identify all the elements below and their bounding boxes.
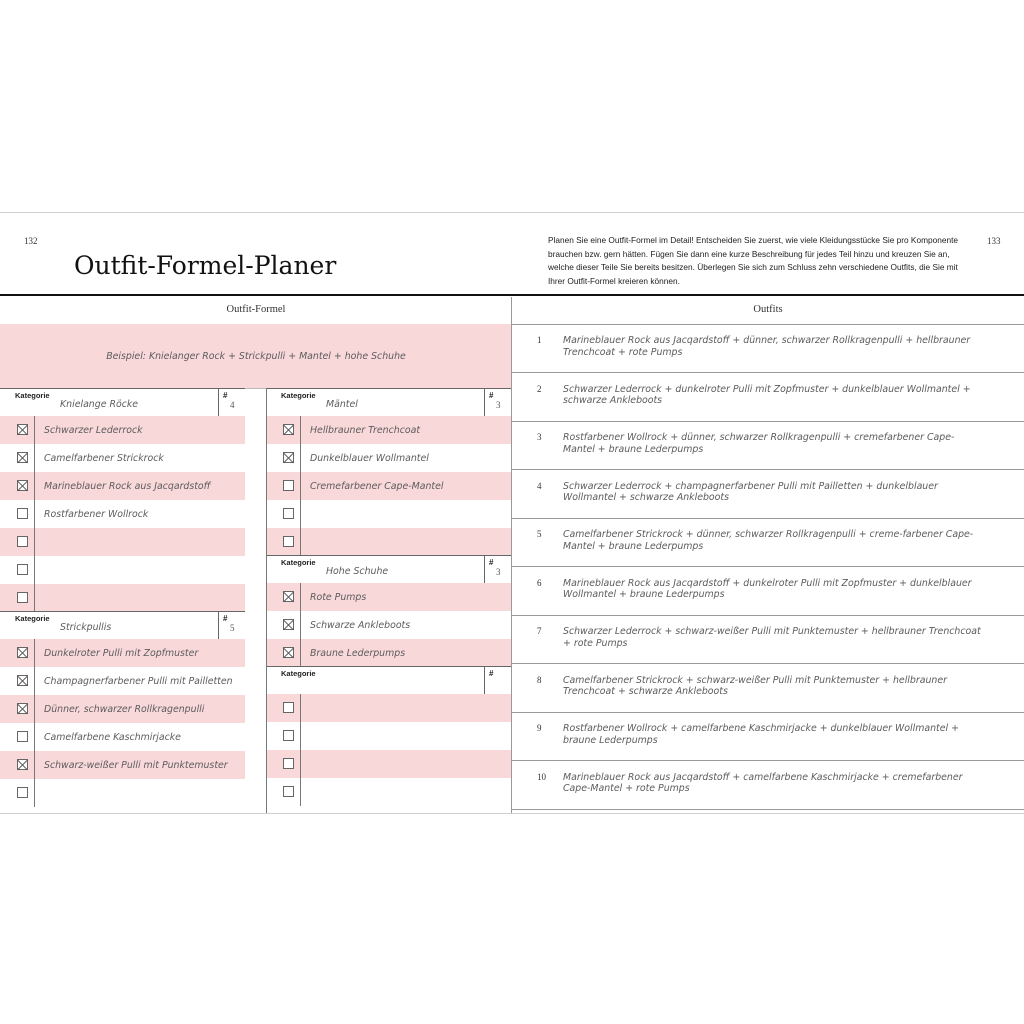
outfit-row bbox=[512, 712, 1024, 761]
category-header bbox=[266, 666, 511, 696]
outfit-number: 7 bbox=[537, 626, 542, 636]
outfit-number: 6 bbox=[537, 577, 542, 588]
outfit-text[interactable]: Camelfarbener Strickrock + schwarz-weißer Pulli mit Punktemuster + hellbrauner Trenchcoat + schwarze Ankleboots bbox=[563, 674, 947, 697]
row-divider bbox=[300, 750, 301, 778]
category-header bbox=[0, 388, 245, 418]
item-row bbox=[0, 444, 245, 472]
checkbox[interactable] bbox=[17, 787, 28, 798]
item-text[interactable]: Marineblauer Rock aus Jacqardstoff bbox=[44, 481, 211, 492]
item-text[interactable]: Braune Lederpumps bbox=[310, 648, 406, 659]
count-cell bbox=[218, 612, 245, 640]
count-cell bbox=[484, 389, 511, 417]
row-divider bbox=[300, 611, 301, 639]
row-divider bbox=[34, 528, 35, 556]
category-count[interactable]: 3 bbox=[496, 400, 501, 410]
row-divider bbox=[300, 639, 301, 667]
count-label: # bbox=[489, 558, 494, 567]
checked-checkbox[interactable] bbox=[283, 647, 294, 658]
checkbox[interactable] bbox=[283, 480, 294, 491]
outfit-number: 1 bbox=[537, 335, 542, 345]
page-number-right: 133 bbox=[987, 236, 1001, 246]
outfit-text[interactable]: Camelfarbener Strickrock + dünner, schwarzer Rollkragenpulli + creme-farbener Cape-Mantel + braune Lederpumps bbox=[563, 529, 974, 552]
item-row bbox=[266, 722, 511, 750]
category-header bbox=[0, 611, 245, 641]
item-row bbox=[266, 500, 511, 528]
item-row bbox=[266, 528, 511, 556]
checkbox[interactable] bbox=[283, 758, 294, 769]
item-row bbox=[0, 556, 245, 584]
item-text[interactable]: Schwarzer Lederrock bbox=[44, 425, 143, 436]
checkbox[interactable] bbox=[17, 592, 28, 603]
row-divider bbox=[34, 444, 35, 472]
item-row bbox=[266, 694, 511, 722]
row-divider bbox=[34, 556, 35, 584]
checkbox[interactable] bbox=[17, 564, 28, 575]
outfits-column-header: Outfits bbox=[512, 297, 1024, 325]
row-divider bbox=[34, 500, 35, 528]
item-text[interactable]: Schwarz-weißer Pulli mit Punktemuster bbox=[44, 760, 228, 771]
row-divider bbox=[34, 723, 35, 751]
item-row bbox=[0, 751, 245, 779]
row-divider bbox=[300, 778, 301, 806]
item-row bbox=[266, 611, 511, 639]
item-text[interactable]: Camelfarbener Strickrock bbox=[44, 453, 164, 464]
outfit-text[interactable]: Schwarzer Lederrock + schwarz-weißer Pulli mit Punktemuster + hellbrauner Trenchcoat + rote Pumps bbox=[563, 626, 981, 649]
row-divider bbox=[300, 583, 301, 611]
category-name[interactable]: Mäntel bbox=[326, 399, 358, 410]
checked-checkbox[interactable] bbox=[17, 703, 28, 714]
outfit-row bbox=[512, 324, 1024, 373]
outfit-row bbox=[512, 615, 1024, 664]
outfit-text[interactable]: Marineblauer Rock aus Jacqardstoff + dünner, schwarzer Rollkragenpulli + hellbrauner Trenchcoat + rote Pumps bbox=[563, 335, 971, 358]
category-label: Kategorie bbox=[15, 614, 50, 623]
category-name[interactable]: Strickpullis bbox=[60, 622, 112, 633]
category-count[interactable]: 5 bbox=[230, 623, 235, 633]
category-name[interactable]: Knielange Röcke bbox=[60, 399, 139, 410]
item-row bbox=[266, 472, 511, 500]
category-header bbox=[266, 388, 511, 418]
row-divider bbox=[34, 472, 35, 500]
checkbox[interactable] bbox=[283, 508, 294, 519]
checkbox[interactable] bbox=[17, 731, 28, 742]
category-count[interactable]: 4 bbox=[230, 400, 235, 410]
checked-checkbox[interactable] bbox=[17, 675, 28, 686]
book-spread bbox=[0, 212, 1024, 814]
row-divider bbox=[34, 416, 35, 444]
checked-checkbox[interactable] bbox=[17, 480, 28, 491]
count-cell bbox=[484, 556, 511, 584]
outfit-number: 2 bbox=[537, 383, 542, 394]
checkbox[interactable] bbox=[17, 508, 28, 519]
item-row bbox=[0, 528, 245, 556]
count-label: # bbox=[489, 669, 494, 678]
checked-checkbox[interactable] bbox=[283, 424, 294, 435]
example-text: Beispiel: Knielanger Rock + Strickpulli + Mantel + hohe Schuhe bbox=[106, 350, 406, 362]
item-row bbox=[266, 444, 511, 472]
outfit-number: 5 bbox=[537, 529, 542, 539]
intro-text: Planen Sie eine Outfit-Formel im Detail! Entscheiden Sie zuerst, wie viele Kleidungsstücke Sie pro Komponente brauchen bzw. gern hätten. Fügen Sie dann eine kurze Beschreibung für jedes Teil hinzu und kreuzen Sie an, welche dieser Teile Sie bereits besitzen. Überlegen Sie sich zum Schluss zehn verschiedene Outfits, die Sie mit Ihrer Outfit-Formel kreieren können. bbox=[548, 235, 958, 286]
outfit-number: 8 bbox=[537, 674, 542, 685]
count-cell bbox=[218, 389, 245, 417]
page-title: Outfit-Formel-Planer bbox=[74, 251, 337, 280]
item-row bbox=[0, 416, 245, 444]
outfit-text[interactable]: Schwarzer Lederrock + champagnerfarbener Pulli mit Pailletten + dunkelblauer Wollmantel + schwarze Ankleboots bbox=[563, 480, 938, 503]
category-label: Kategorie bbox=[281, 669, 316, 678]
row-divider bbox=[34, 584, 35, 612]
item-row bbox=[0, 584, 245, 612]
item-text[interactable]: Schwarze Ankleboots bbox=[310, 620, 411, 631]
item-text[interactable]: Dunkelroter Pulli mit Zopfmuster bbox=[44, 648, 199, 659]
checked-checkbox[interactable] bbox=[17, 452, 28, 463]
item-text[interactable]: Cremefarbener Cape-Mantel bbox=[310, 481, 444, 492]
outfit-text[interactable]: Marineblauer Rock aus Jacqardstoff + camelfarbene Kaschmirjacke + cremefarbener Cape-Mantel + rote Pumps bbox=[563, 771, 963, 794]
item-row bbox=[0, 695, 245, 723]
item-text[interactable]: Rote Pumps bbox=[310, 592, 367, 603]
count-cell bbox=[484, 667, 511, 695]
checked-checkbox[interactable] bbox=[283, 452, 294, 463]
outfit-row bbox=[512, 761, 1024, 810]
outfit-row bbox=[512, 421, 1024, 470]
row-divider bbox=[34, 639, 35, 667]
category-label: Kategorie bbox=[281, 391, 316, 400]
checkbox[interactable] bbox=[283, 536, 294, 547]
item-row bbox=[266, 778, 511, 806]
formula-column-header: Outfit-Formel bbox=[0, 297, 512, 325]
category-count[interactable]: 3 bbox=[496, 567, 501, 577]
header-rule bbox=[0, 294, 1024, 296]
item-row bbox=[0, 472, 245, 500]
page-number-left: 132 bbox=[24, 236, 38, 246]
outfit-text[interactable]: Schwarzer Lederrock + dunkelroter Pulli mit Zopfmuster + dunkelblauer Wollmantel + schwarze Ankleboots bbox=[563, 383, 971, 406]
count-label: # bbox=[223, 614, 228, 623]
item-row bbox=[0, 500, 245, 528]
count-label: # bbox=[223, 391, 228, 400]
outfit-number: 4 bbox=[537, 480, 542, 491]
item-row bbox=[266, 416, 511, 444]
row-divider bbox=[300, 472, 301, 500]
row-divider bbox=[300, 722, 301, 750]
outfit-number: 3 bbox=[537, 432, 542, 442]
row-divider bbox=[34, 751, 35, 779]
category-label: Kategorie bbox=[281, 558, 316, 567]
outfit-number: 9 bbox=[537, 723, 542, 733]
row-divider bbox=[300, 416, 301, 444]
outfit-row bbox=[512, 373, 1024, 422]
category-label: Kategorie bbox=[15, 391, 50, 400]
checkbox[interactable] bbox=[283, 730, 294, 741]
item-row bbox=[266, 639, 511, 667]
row-divider bbox=[34, 779, 35, 807]
checked-checkbox[interactable] bbox=[17, 424, 28, 435]
checkbox[interactable] bbox=[17, 536, 28, 547]
outfit-row bbox=[512, 518, 1024, 567]
checkbox[interactable] bbox=[283, 786, 294, 797]
outfit-text[interactable]: Rostfarbener Wollrock + camelfarbene Kaschmirjacke + dunkelblauer Wollmantel + braune Lederpumps bbox=[563, 723, 959, 746]
item-row bbox=[0, 723, 245, 751]
category-header bbox=[266, 555, 511, 585]
item-text[interactable]: Hellbrauner Trenchcoat bbox=[310, 425, 421, 436]
count-label: # bbox=[489, 391, 494, 400]
row-divider bbox=[300, 528, 301, 556]
column-divider bbox=[266, 388, 267, 813]
checkbox[interactable] bbox=[283, 702, 294, 713]
item-text[interactable]: Champagnerfarbener Pulli mit Pailletten bbox=[44, 676, 233, 687]
row-divider bbox=[34, 667, 35, 695]
checked-checkbox[interactable] bbox=[17, 759, 28, 770]
example-row bbox=[0, 324, 512, 389]
outfit-row bbox=[512, 664, 1024, 713]
outfit-text[interactable]: Marineblauer Rock aus Jacqardstoff + dunkelroter Pulli mit Zopfmuster + dunkelblauer Wollmantel + braune Lederpumps bbox=[563, 577, 972, 600]
item-row bbox=[266, 750, 511, 778]
item-text[interactable]: Dünner, schwarzer Rollkragenpulli bbox=[44, 704, 205, 715]
row-divider bbox=[300, 500, 301, 528]
outfit-text[interactable]: Rostfarbener Wollrock + dünner, schwarzer Rollkragenpulli + cremefarbener Cape-Mantel + braune Lederpumps bbox=[563, 432, 955, 455]
item-row bbox=[0, 667, 245, 695]
outfit-row bbox=[512, 470, 1024, 519]
category-name[interactable]: Hohe Schuhe bbox=[326, 566, 389, 577]
outfit-number: 10 bbox=[537, 771, 546, 782]
item-row bbox=[0, 779, 245, 807]
row-divider bbox=[300, 694, 301, 722]
checked-checkbox[interactable] bbox=[283, 591, 294, 602]
item-text[interactable]: Rostfarbener Wollrock bbox=[44, 509, 149, 520]
row-divider bbox=[300, 444, 301, 472]
checked-checkbox[interactable] bbox=[283, 619, 294, 630]
row-divider bbox=[34, 695, 35, 723]
checked-checkbox[interactable] bbox=[17, 647, 28, 658]
item-text[interactable]: Camelfarbene Kaschmirjacke bbox=[44, 732, 181, 743]
item-row bbox=[0, 639, 245, 667]
outfit-row bbox=[512, 567, 1024, 616]
item-text[interactable]: Dunkelblauer Wollmantel bbox=[310, 453, 429, 464]
item-row bbox=[266, 583, 511, 611]
